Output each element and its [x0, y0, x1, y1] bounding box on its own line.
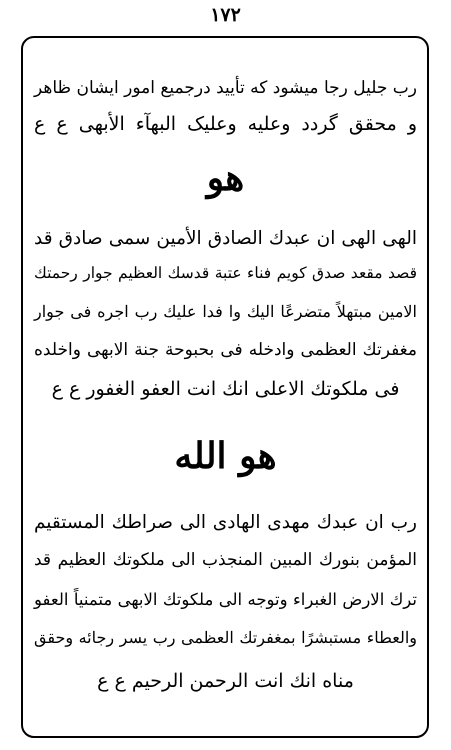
text-line: مغفرتك العظمی وادخله فی بحبوحة جنة الابهی واخلده [34, 340, 417, 360]
text-line: مناه انك انت الرحمن الرحیم ع ع [97, 670, 354, 692]
section-heading: هو الله [174, 435, 277, 477]
text-line: الهی الهی ان عبدك الصادق الأمین سمی صادق قد [34, 228, 417, 249]
text-line: قصد مقعد صدق کویم فناء عتبة قدسك العظیم جوار رحمتك [34, 264, 417, 282]
text-line: والعطاء مستبشرًا بمغفرتك العظمی رب یسر رجائه وحقق [34, 628, 417, 647]
text-line: ترك الارض الغبراء وتوجه الی ملکوتك الابهی متمنیاً العفو [34, 590, 417, 609]
page-number: ١٧٢ [210, 4, 241, 26]
text-line: الامین مبتهلاً متضرعًا الیك وا فدا علیك رب اجره فی جوار [34, 302, 417, 321]
section-heading: هو [206, 157, 245, 199]
text-line: رب جلیل رجا میشود که تأیید درجمیع امور ایشان ظاهر [34, 78, 417, 98]
text-line: رب ان عبدك مهدی الهادی الی صراطك المستقیم [34, 512, 417, 533]
text-line: المؤمن بنورك المبین المنجذب الی ملکوتك العظیم قد [34, 550, 417, 570]
text-line: و محقق گردد وعلیه وعلیک البهآء الأبهی ع ع [34, 113, 417, 135]
text-line: فی ملکوتك الاعلی انك انت العفو الغفور ع ع [51, 378, 400, 400]
